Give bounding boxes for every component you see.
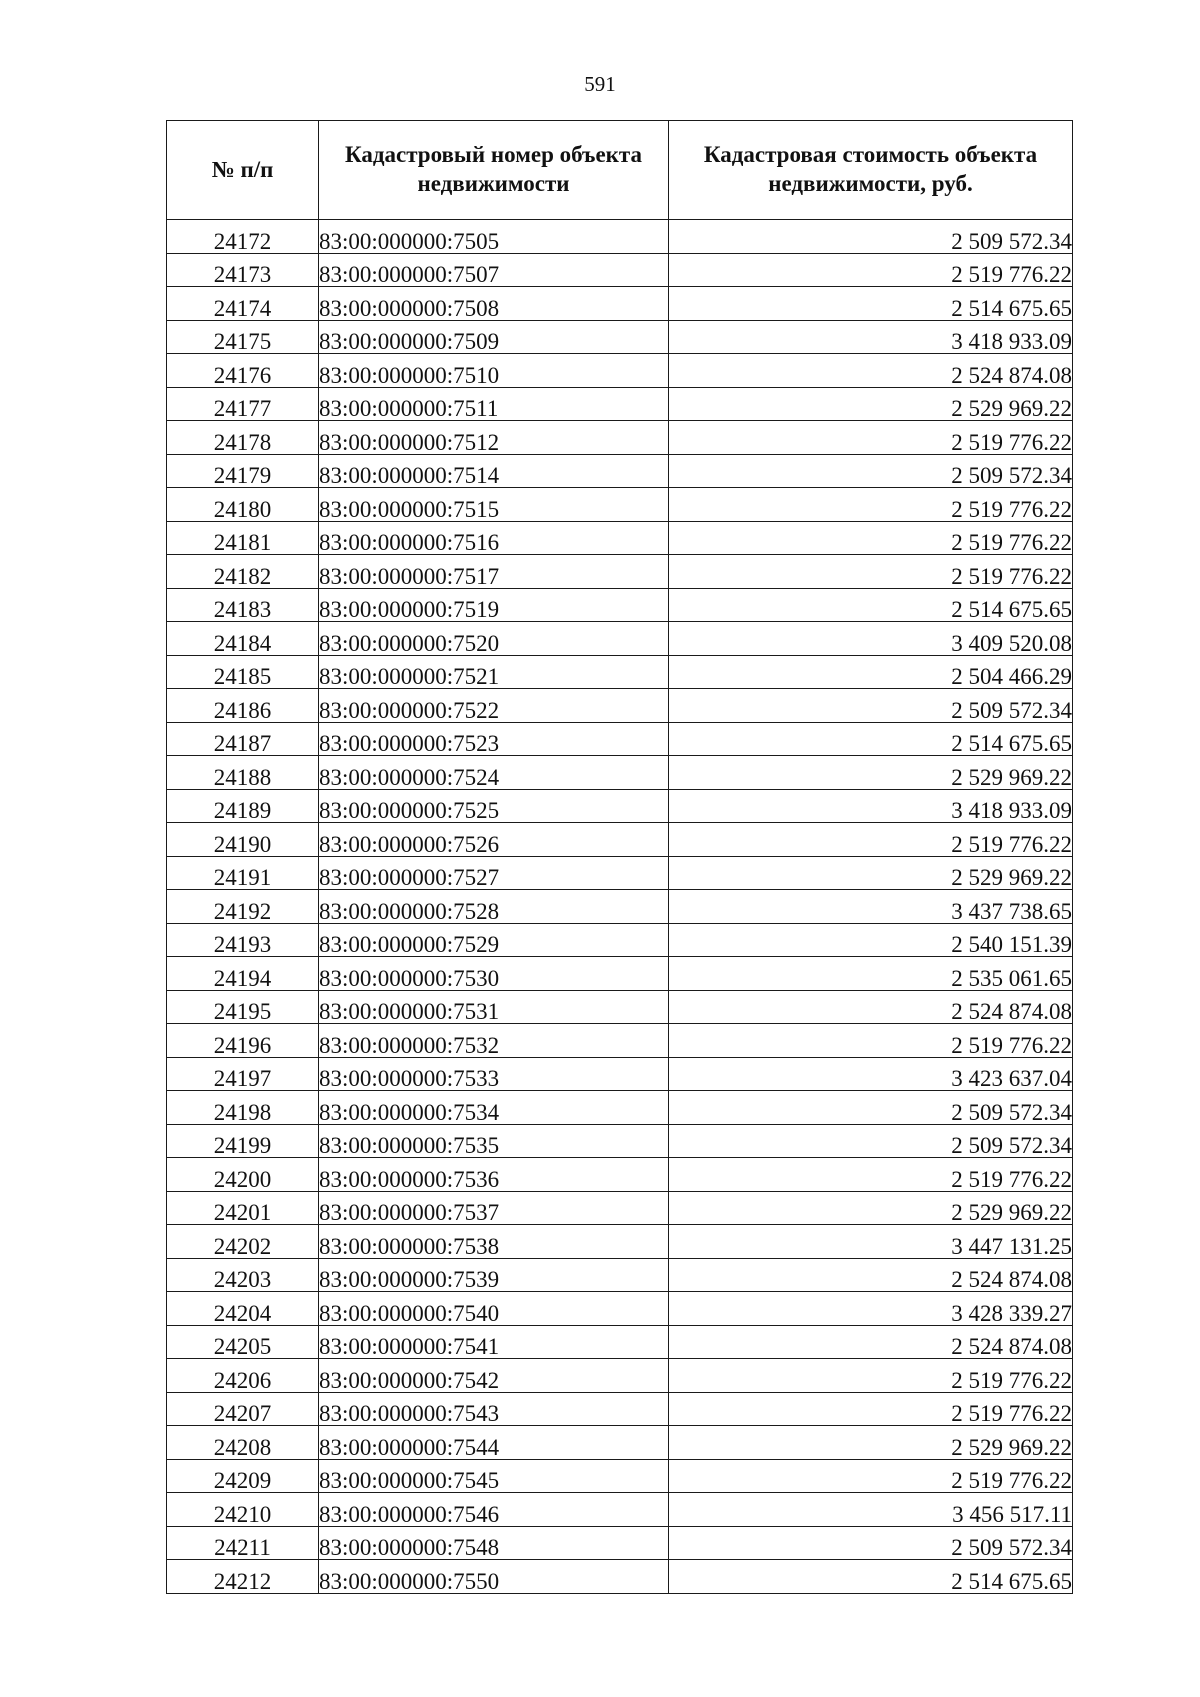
table-row: [167, 1091, 1073, 1125]
cadastral-value: 2 509 572.34: [669, 1091, 1073, 1125]
cadastral-number: 83:00:000000:7521: [319, 655, 669, 689]
table-row: [167, 1426, 1073, 1460]
cadastral-value: 2 519 776.22: [669, 1359, 1073, 1393]
table-row: [167, 890, 1073, 924]
table-row: [167, 1258, 1073, 1292]
table-row: [167, 588, 1073, 622]
cadastral-value: 2 514 675.65: [669, 287, 1073, 321]
cadastral-number: 83:00:000000:7541: [319, 1325, 669, 1359]
cadastral-value: 2 540 151.39: [669, 923, 1073, 957]
table-row: [167, 454, 1073, 488]
cadastral-number: 83:00:000000:7548: [319, 1526, 669, 1560]
table-row: [167, 1459, 1073, 1493]
table-row: [167, 689, 1073, 723]
row-number: 24206: [167, 1359, 319, 1393]
cadastral-number: 83:00:000000:7531: [319, 990, 669, 1024]
cadastral-value: 2 519 776.22: [669, 823, 1073, 857]
cadastral-value: 3 423 637.04: [669, 1057, 1073, 1091]
row-number: 24210: [167, 1493, 319, 1527]
row-number: 24191: [167, 856, 319, 890]
row-number: 24204: [167, 1292, 319, 1326]
table-row: [167, 220, 1073, 254]
row-number: 24192: [167, 890, 319, 924]
table-row: [167, 990, 1073, 1024]
cadastral-value: 2 504 466.29: [669, 655, 1073, 689]
cadastral-number: 83:00:000000:7509: [319, 320, 669, 354]
table-row: [167, 1392, 1073, 1426]
cadastral-value: 2 519 776.22: [669, 253, 1073, 287]
cadastral-value: 2 519 776.22: [669, 521, 1073, 555]
table-row: [167, 756, 1073, 790]
table-row: [167, 622, 1073, 656]
row-number: 24185: [167, 655, 319, 689]
cadastral-value: 2 514 675.65: [669, 1560, 1073, 1594]
table-header: [167, 121, 1073, 220]
table-row: [167, 655, 1073, 689]
cadastral-value: 2 524 874.08: [669, 1325, 1073, 1359]
cadastral-number: 83:00:000000:7529: [319, 923, 669, 957]
row-number: 24186: [167, 689, 319, 723]
cadastral-number: 83:00:000000:7511: [319, 387, 669, 421]
row-number: 24211: [167, 1526, 319, 1560]
row-number: 24172: [167, 220, 319, 254]
row-number: 24182: [167, 555, 319, 589]
table-row: [167, 1124, 1073, 1158]
table-row: [167, 1526, 1073, 1560]
cadastral-value: 2 529 969.22: [669, 756, 1073, 790]
cadastral-value: 2 514 675.65: [669, 722, 1073, 756]
cadastral-number: 83:00:000000:7536: [319, 1158, 669, 1192]
cadastral-number: 83:00:000000:7524: [319, 756, 669, 790]
table-row: [167, 957, 1073, 991]
cadastral-value: 2 519 776.22: [669, 1392, 1073, 1426]
cadastral-value: 3 456 517.11: [669, 1493, 1073, 1527]
header-cadastral-number: Кадастровый номер объекта недвижимости: [319, 121, 669, 220]
row-number: 24205: [167, 1325, 319, 1359]
cadastral-number: 83:00:000000:7532: [319, 1024, 669, 1058]
table-row: [167, 856, 1073, 890]
cadastral-number: 83:00:000000:7528: [319, 890, 669, 924]
cadastral-number: 83:00:000000:7515: [319, 488, 669, 522]
table-row: [167, 1292, 1073, 1326]
cadastral-number: 83:00:000000:7550: [319, 1560, 669, 1594]
cadastral-value: 2 519 776.22: [669, 1459, 1073, 1493]
row-number: 24189: [167, 789, 319, 823]
cadastral-value: 2 509 572.34: [669, 689, 1073, 723]
row-number: 24195: [167, 990, 319, 1024]
cadastral-value: 2 529 969.22: [669, 1426, 1073, 1460]
row-number: 24198: [167, 1091, 319, 1125]
cadastral-value: 3 437 738.65: [669, 890, 1073, 924]
row-number: 24188: [167, 756, 319, 790]
cadastral-number: 83:00:000000:7544: [319, 1426, 669, 1460]
cadastral-value: 3 418 933.09: [669, 789, 1073, 823]
table-row: [167, 823, 1073, 857]
cadastral-number: 83:00:000000:7538: [319, 1225, 669, 1259]
cadastral-value: 3 428 339.27: [669, 1292, 1073, 1326]
row-number: 24175: [167, 320, 319, 354]
row-number: 24177: [167, 387, 319, 421]
cadastral-number: 83:00:000000:7539: [319, 1258, 669, 1292]
header-row: [167, 121, 1073, 220]
page-number: 591: [584, 72, 616, 96]
cadastral-value: 2 524 874.08: [669, 354, 1073, 388]
header-row-number: № п/п: [167, 121, 319, 220]
table-row: [167, 1191, 1073, 1225]
cadastral-value: 2 509 572.34: [669, 1124, 1073, 1158]
row-number: 24176: [167, 354, 319, 388]
cadastral-number: 83:00:000000:7540: [319, 1292, 669, 1326]
cadastral-number: 83:00:000000:7537: [319, 1191, 669, 1225]
row-number: 24173: [167, 253, 319, 287]
table-row: [167, 320, 1073, 354]
cadastral-number: 83:00:000000:7519: [319, 588, 669, 622]
cadastral-number: 83:00:000000:7510: [319, 354, 669, 388]
cadastral-number: 83:00:000000:7527: [319, 856, 669, 890]
row-number: 24180: [167, 488, 319, 522]
cadastral-value: 2 529 969.22: [669, 856, 1073, 890]
row-number: 24197: [167, 1057, 319, 1091]
table-row: [167, 1225, 1073, 1259]
cadastral-number: 83:00:000000:7526: [319, 823, 669, 857]
cadastral-value: 2 519 776.22: [669, 488, 1073, 522]
cadastral-value: 2 509 572.34: [669, 1526, 1073, 1560]
table-row: [167, 789, 1073, 823]
row-number: 24208: [167, 1426, 319, 1460]
table-row: [167, 387, 1073, 421]
cadastral-value: 2 514 675.65: [669, 588, 1073, 622]
row-number: 24187: [167, 722, 319, 756]
row-number: 24199: [167, 1124, 319, 1158]
row-number: 24183: [167, 588, 319, 622]
cadastral-value: 2 519 776.22: [669, 421, 1073, 455]
row-number: 24193: [167, 923, 319, 957]
cadastral-value: 2 529 969.22: [669, 1191, 1073, 1225]
cadastral-number: 83:00:000000:7507: [319, 253, 669, 287]
row-number: 24174: [167, 287, 319, 321]
cadastral-number: 83:00:000000:7533: [319, 1057, 669, 1091]
cadastral-value: 2 509 572.34: [669, 220, 1073, 254]
row-number: 24209: [167, 1459, 319, 1493]
table-row: [167, 354, 1073, 388]
table-row: [167, 1560, 1073, 1594]
cadastral-number: 83:00:000000:7542: [319, 1359, 669, 1393]
cadastral-number: 83:00:000000:7525: [319, 789, 669, 823]
table-row: [167, 421, 1073, 455]
row-number: 24178: [167, 421, 319, 455]
cadastral-number: 83:00:000000:7534: [319, 1091, 669, 1125]
cadastral-number: 83:00:000000:7530: [319, 957, 669, 991]
cadastral-value: 2 509 572.34: [669, 454, 1073, 488]
table-row: [167, 253, 1073, 287]
row-number: 24181: [167, 521, 319, 555]
cadastral-number: 83:00:000000:7505: [319, 220, 669, 254]
cadastral-number: 83:00:000000:7517: [319, 555, 669, 589]
row-number: 24194: [167, 957, 319, 991]
row-number: 24196: [167, 1024, 319, 1058]
cadastral-value: 2 524 874.08: [669, 1258, 1073, 1292]
cadastral-number: 83:00:000000:7545: [319, 1459, 669, 1493]
table-row: [167, 488, 1073, 522]
cadastral-number: 83:00:000000:7508: [319, 287, 669, 321]
cadastral-value: 3 418 933.09: [669, 320, 1073, 354]
cadastral-value: 2 519 776.22: [669, 1158, 1073, 1192]
table-body: [167, 220, 1073, 1594]
row-number: 24190: [167, 823, 319, 857]
row-number: 24201: [167, 1191, 319, 1225]
cadastral-value-table: [166, 120, 1073, 1594]
table-row: [167, 1359, 1073, 1393]
table-row: [167, 1493, 1073, 1527]
table-row: [167, 1158, 1073, 1192]
row-number: 24207: [167, 1392, 319, 1426]
cadastral-number: 83:00:000000:7543: [319, 1392, 669, 1426]
cadastral-number: 83:00:000000:7523: [319, 722, 669, 756]
cadastral-value: 2 519 776.22: [669, 1024, 1073, 1058]
table-row: [167, 1024, 1073, 1058]
cadastral-value: 2 535 061.65: [669, 957, 1073, 991]
row-number: 24203: [167, 1258, 319, 1292]
cadastral-value: 2 519 776.22: [669, 555, 1073, 589]
row-number: 24212: [167, 1560, 319, 1594]
cadastral-value: 3 409 520.08: [669, 622, 1073, 656]
row-number: 24179: [167, 454, 319, 488]
table-row: [167, 722, 1073, 756]
table-row: [167, 1325, 1073, 1359]
table-row: [167, 555, 1073, 589]
cadastral-number: 83:00:000000:7514: [319, 454, 669, 488]
cadastral-value: 2 529 969.22: [669, 387, 1073, 421]
table-row: [167, 287, 1073, 321]
cadastral-number: 83:00:000000:7546: [319, 1493, 669, 1527]
table-row: [167, 521, 1073, 555]
cadastral-value: 2 524 874.08: [669, 990, 1073, 1024]
row-number: 24184: [167, 622, 319, 656]
cadastral-number: 83:00:000000:7535: [319, 1124, 669, 1158]
header-cadastral-value: Кадастровая стоимость объекта недвижимости, руб.: [669, 121, 1073, 220]
row-number: 24202: [167, 1225, 319, 1259]
cadastral-number: 83:00:000000:7522: [319, 689, 669, 723]
cadastral-number: 83:00:000000:7512: [319, 421, 669, 455]
cadastral-value: 3 447 131.25: [669, 1225, 1073, 1259]
row-number: 24200: [167, 1158, 319, 1192]
cadastral-number: 83:00:000000:7520: [319, 622, 669, 656]
cadastral-number: 83:00:000000:7516: [319, 521, 669, 555]
table-row: [167, 923, 1073, 957]
table-row: [167, 1057, 1073, 1091]
